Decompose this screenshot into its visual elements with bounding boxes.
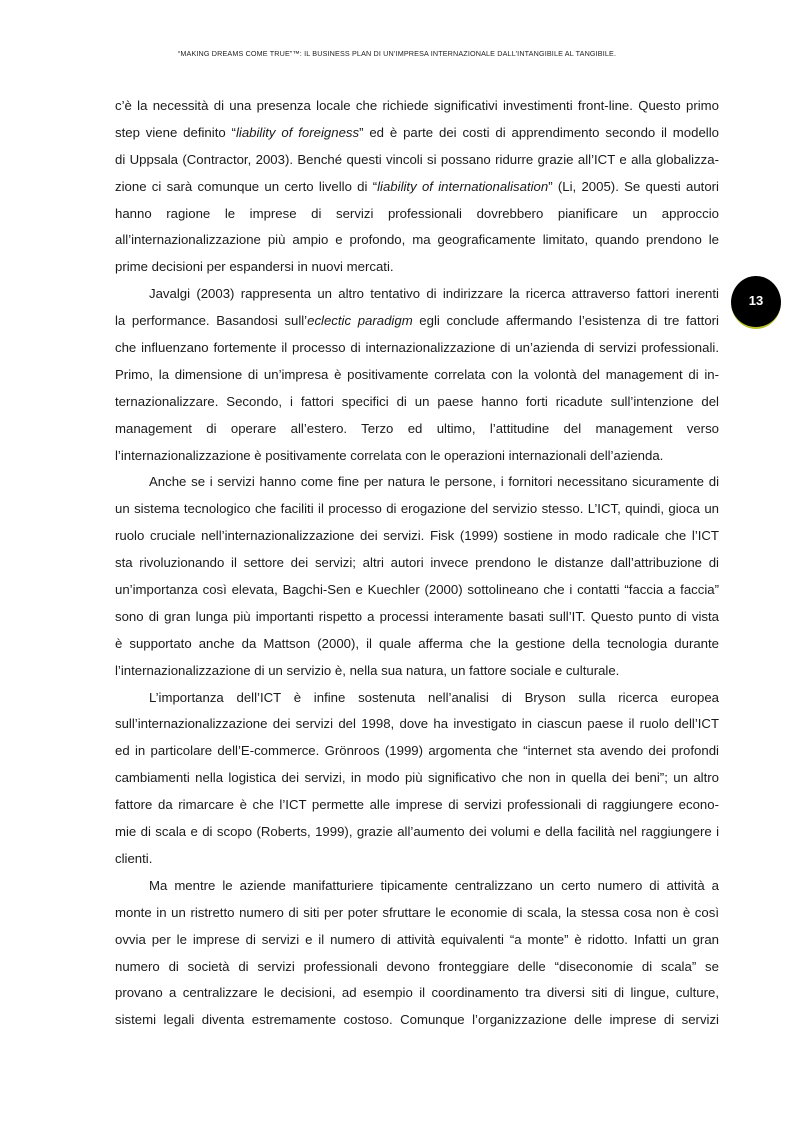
text-line [115, 147, 719, 174]
text-segment: numero di società di servizi professionali devono fronteggiare delle “diseconomie di scala” se [115, 958, 719, 974]
text-segment: è supportato anche da Mattson (2000), il quale afferma che la gestione della tecnologia durante [115, 635, 719, 651]
page-number: 13 [748, 293, 764, 308]
text-segment: all’internazionalizzazione più ampio e profondo, ma geograficamente limitato, quando prendono le [115, 232, 719, 248]
text-segment: cambiamenti nella logistica dei servizi, in modo più significativo che non in quella dei beni”; un altro [115, 770, 719, 786]
text-segment: clienti. [115, 850, 153, 866]
text-segment: ” (Li, 2005). Se questi autori [548, 178, 719, 194]
text-segment: ruolo cruciale nell’internazionalizzazione dei servizi. Fisk (1999) sostiene in modo radicale che l’ICT [115, 528, 719, 544]
text-segment: un sistema tecnologico che faciliti il processo di erogazione del servizio stesso. L’ICT, quindi, gioca un [115, 501, 719, 517]
text-segment: mie di scala e di scopo (Roberts, 1999), grazie all’aumento dei volumi e della facilità nel raggiungere i [115, 824, 719, 840]
text-segment: c’è la necessità di una presenza locale che richiede significativi investimenti front-line. Questo primo [115, 98, 719, 113]
text-segment: zione ci sarà comunque un certo livello di “ [115, 178, 378, 194]
text-segment: di Uppsala (Contractor, 2003). Benché questi vincoli si possano ridurre grazie all’ICT e alla globalizza- [115, 151, 719, 167]
text-line [115, 685, 719, 712]
text-segment: Anche se i servizi hanno come fine per natura le persone, i fornitori necessitano sicuramente di [149, 474, 719, 490]
text-line [115, 120, 719, 147]
text-line [115, 819, 719, 846]
text-line [115, 389, 719, 416]
text-segment: sta rivoluzionando il settore dei servizi; altri autori invece prendono le distanze dall’attribuzione di [115, 555, 719, 571]
text-line [115, 900, 719, 927]
text-line [115, 227, 719, 254]
text-line [115, 927, 719, 954]
text-segment: l’internazionalizzazione è positivamente correlata con le operazioni internazionali dell’azienda. [115, 447, 664, 463]
text-line [115, 416, 719, 443]
text-line [115, 254, 719, 281]
text-segment: management di operare all’estero. Terzo ed ultimo, l’attitudine del management verso [115, 420, 719, 436]
text-line [115, 335, 719, 362]
italic-term: eclectic paradigm [307, 313, 413, 329]
text-line [115, 93, 719, 120]
running-header: “MAKING DREAMS COME TRUE”™: IL BUSINESS PLAN DI UN’IMPRESA INTERNAZIONALE DALL’INTANGIBILE AL TANGIBILE. [177, 49, 617, 58]
text-line [115, 550, 719, 577]
text-segment: ovvia per le imprese di servizi e il numero di attività equivalenti “a monte” è ridotto. Infatti un gran [115, 931, 719, 947]
text-segment: Ma mentre le aziende manifatturiere tipicamente centralizzano un certo numero di attività a [149, 877, 719, 893]
text-segment: sistemi legali diventa estremamente costoso. Comunque l’organizzazione delle imprese di servizi [115, 1012, 719, 1028]
text-segment: la performance. Basandosi sull’ [115, 313, 308, 329]
text-line [115, 765, 719, 792]
text-segment: sull’internazionalizzazione dei servizi del 1998, dove ha investigato in ciascun paese il ruolo dell’ICT [115, 716, 719, 732]
paragraph [115, 685, 719, 873]
text-line [115, 846, 719, 873]
text-segment: un’importanza così elevata, Bagchi-Sen e Kuechler (2000) sottolineano che i contatti “faccia a faccia” [115, 582, 719, 598]
text-line [115, 577, 719, 604]
text-segment: step viene definito “ [115, 124, 236, 140]
text-line [115, 711, 719, 738]
text-line [115, 201, 719, 228]
text-segment: hanno ragione le imprese di servizi professionali dovrebbero pianificare un approccio [115, 205, 719, 221]
text-segment: Javalgi (2003) rappresenta un altro tentativo di indirizzare la ricerca attraverso fattori inerenti [149, 286, 719, 302]
text-line [115, 174, 719, 201]
text-line [115, 523, 719, 550]
text-line [115, 604, 719, 631]
text-segment: sono di gran lunga più importanti rispetto a processi interamente basati sull’IT. Questo punto di vista [115, 608, 719, 624]
text-segment: fattore da rimarcare è che l’ICT permette alle imprese di servizi professionali di raggiungere econo- [115, 797, 719, 813]
text-segment: prime decisioni per espandersi in nuovi mercati. [115, 259, 394, 275]
text-line [115, 738, 719, 765]
paragraph [115, 873, 719, 1034]
body-text [115, 93, 719, 1034]
text-line [115, 631, 719, 658]
text-segment: Primo, la dimensione di un’impresa è positivamente correlata con la volontà del management di in- [115, 366, 719, 382]
text-line [115, 496, 719, 523]
text-segment: ” ed è parte dei costi di apprendimento secondo il modello [359, 124, 719, 140]
text-line [115, 308, 719, 335]
italic-term: liability of internationalisation [377, 178, 549, 194]
text-segment: monte in un ristretto numero di siti per poter sfruttare le economie di scala, la stessa cosa non è così [115, 904, 719, 920]
text-line [115, 873, 719, 900]
text-line [115, 443, 719, 470]
text-segment: L’importanza dell’ICT è infine sostenuta nell’analisi di Bryson sulla ricerca europea [149, 689, 719, 705]
italic-term: liability of foreigness [235, 124, 360, 140]
text-line [115, 792, 719, 819]
text-line [115, 281, 719, 308]
text-segment: l’internazionalizzazione di un servizio è, nella sua natura, un fattore sociale e culturale. [115, 662, 620, 678]
paragraph [115, 93, 719, 281]
paragraph [115, 281, 719, 469]
paragraph [115, 469, 719, 684]
text-line [115, 362, 719, 389]
text-segment: ed in particolare dell’E-commerce. Grönroos (1999) argomenta che “internet sta avendo dei profondi [115, 743, 719, 759]
page-number-badge [731, 276, 781, 329]
text-line [115, 469, 719, 496]
text-line [115, 658, 719, 685]
text-line [115, 1007, 719, 1034]
text-segment: provano a centralizzare le decisioni, ad esempio il coordinamento tra diversi siti di lingue, culture, [115, 985, 719, 1001]
text-segment: ternazionalizzare. Secondo, i fattori specifici di un paese hanno forti ricadute sull’intenzione del [115, 393, 719, 409]
text-segment: che influenzano fortemente il processo di internazionalizzazione di un’azienda di servizi professionali. [115, 340, 719, 356]
text-segment: egli conclude affermando l’esistenza di tre fattori [412, 313, 719, 329]
text-line [115, 980, 719, 1007]
text-line [115, 954, 719, 981]
